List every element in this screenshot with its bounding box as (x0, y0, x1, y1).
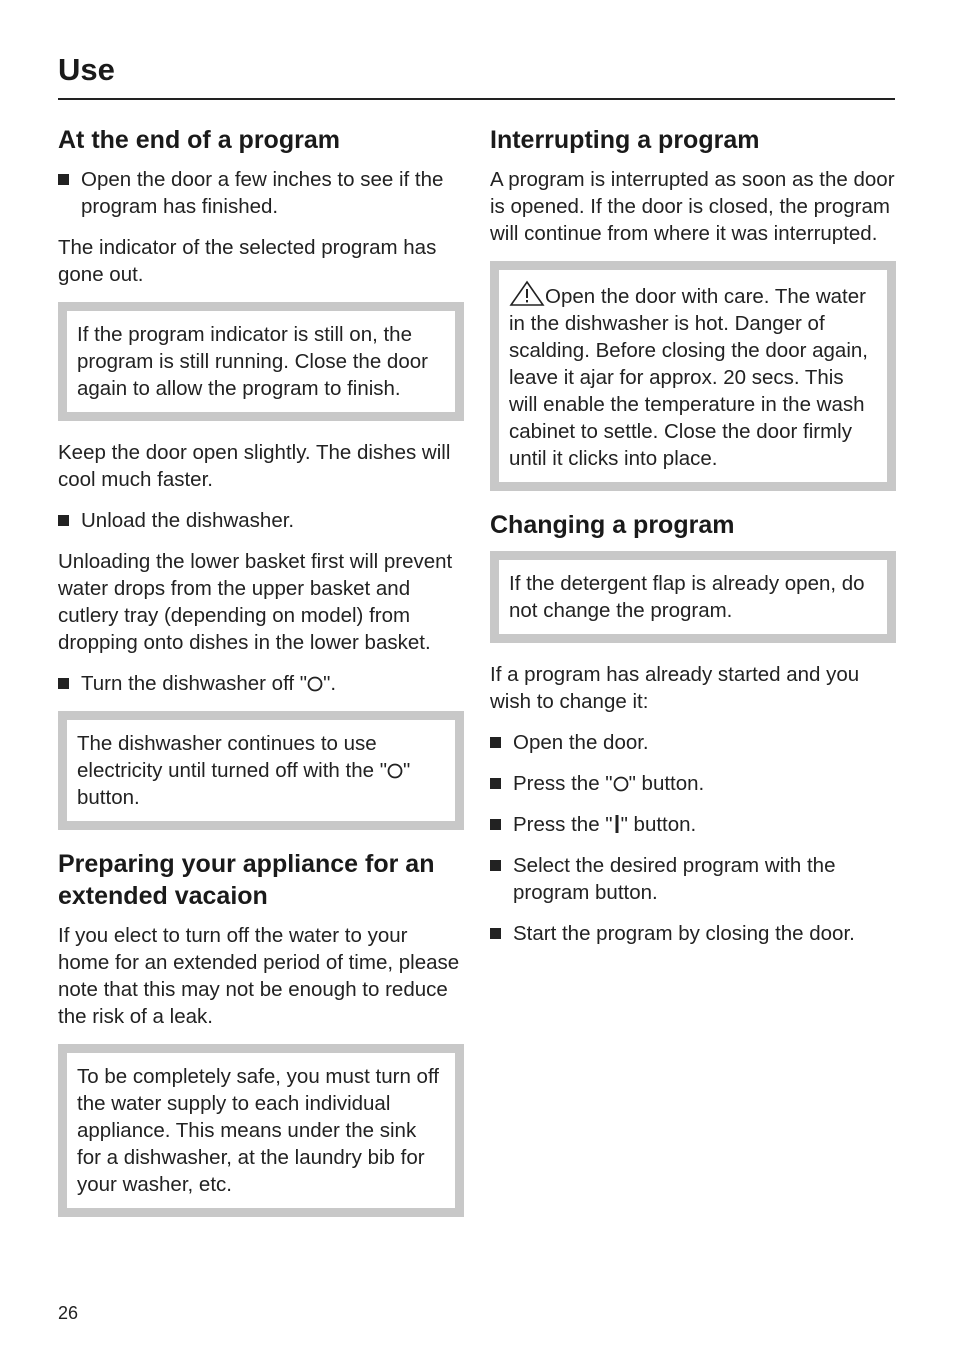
right-column (490, 124, 896, 961)
paragraph: The indicator of the selected program has gone out. (58, 236, 437, 286)
heading-end-of-program: At the end of a program (58, 126, 340, 154)
page-title: Use (58, 52, 115, 87)
list-item: Start the program by closing the door. (490, 920, 896, 947)
list-item: Press the " " button. (490, 811, 896, 838)
left-column (58, 124, 464, 1235)
off-circle-icon (387, 763, 403, 779)
note-box: To be completely safe, you must turn off the water supply to each individual appliance. This means under the sink for a dishwasher, at the laundry bib for your washer, etc. (58, 1044, 464, 1217)
bullet-square-icon (58, 515, 69, 526)
off-circle-icon (613, 776, 629, 792)
paragraph: Unloading the lower basket first will prevent water drops from the upper basket and cutlery tray (depending on model) from dropping onto dishes in the lower basket. (58, 550, 453, 654)
bullet-square-icon (490, 778, 501, 789)
page-number: 26 (58, 1303, 79, 1323)
bullet-square-icon (490, 819, 501, 830)
bullet-square-icon (58, 174, 69, 185)
bullet-list (58, 166, 464, 220)
off-circle-icon (307, 676, 323, 692)
list-item: Select the desired program with the program button. (490, 852, 896, 906)
bullet-list (58, 670, 464, 697)
warning-box: Open the door with care. The water in the dishwasher is hot. Danger of scalding. Before closing the door again, leave it ajar for approx. 20 secs. This will enable the temperature in the wash cabinet to settle. Close the door firmly until it clicks into place. (490, 261, 896, 491)
warning-triangle-icon (509, 280, 545, 306)
list-item: Press the " " button. (490, 770, 896, 797)
bullet-square-icon (490, 928, 501, 939)
paragraph: If a program has already started and you wish to change it: (490, 663, 860, 713)
paragraph: A program is interrupted as soon as the door is opened. If the door is closed, the program will continue from where it was interrupted. (490, 168, 895, 245)
note-box: If the program indicator is still on, the program is still running. Close the door again to allow the program to finish. (58, 302, 464, 421)
title-rule (58, 98, 895, 100)
steps-list (490, 729, 896, 947)
list-item: Unload the dishwasher. (58, 507, 464, 534)
heading-changing: Changing a program (490, 511, 735, 539)
bullet-square-icon (490, 737, 501, 748)
list-item: Open the door. (490, 729, 896, 756)
note-box: The dishwasher continues to use electricity until turned off with the " " button. (58, 711, 464, 830)
list-item: Open the door a few inches to see if the program has finished. (58, 166, 464, 220)
heading-vacation: Preparing your appliance for an extended vacaion (58, 850, 435, 910)
note-box: If the detergent flap is already open, do not change the program. (490, 551, 896, 643)
paragraph: If you elect to turn off the water to your home for an extended period of time, please note that this may not be enough to reduce the risk of a leak. (58, 924, 460, 1028)
heading-interrupting: Interrupting a program (490, 126, 760, 154)
on-bar-icon (613, 814, 621, 834)
list-item: Turn the dishwasher off " ". (58, 670, 464, 697)
bullet-list (58, 507, 464, 534)
paragraph: Keep the door open slightly. The dishes will cool much faster. (58, 441, 451, 491)
bullet-square-icon (58, 678, 69, 689)
bullet-square-icon (490, 860, 501, 871)
